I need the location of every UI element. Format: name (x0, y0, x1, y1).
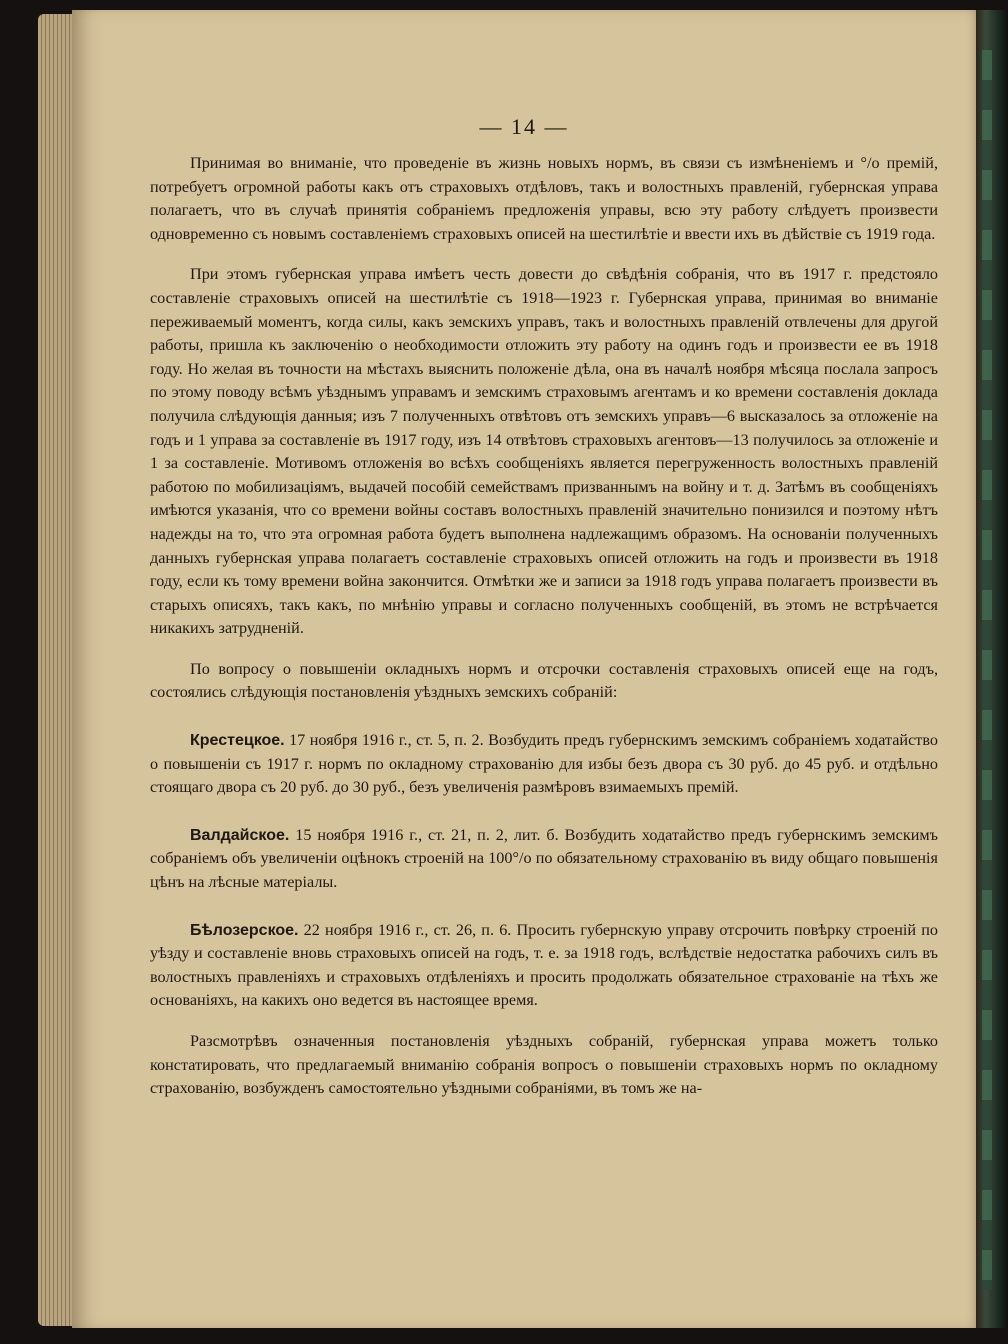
resolution-belozerskoe (150, 919, 938, 1013)
document-body (150, 152, 938, 1101)
resolution-valdaiskoe (150, 824, 938, 895)
paragraph-3: По вопросу о повышеніи окладныхъ нормъ и отсрочки составленія страховыхъ описей еще на годъ, состоялись слѣдующія постановленія уѣздныхъ земскихъ собраній: (150, 659, 938, 702)
page-number: — 14 — (479, 114, 569, 139)
resolution-name: Крестецкое. (190, 732, 285, 750)
resolution-text: 22 ноября 1916 г., ст. 26, п. 6. Просить губернскую управу отсрочить повѣрку строеній по уѣзду и составленіе вновь страховыхъ описей на годъ, т. е. за 1918 годъ, вслѣдствіе недостатка рабочихъ силъ въ волостныхъ правленіяхъ и страховыхъ отдѣленіяхъ и просить продолжать обязательное страхованіе на тѣхъ же основаніяхъ, на какихъ оно ведется въ настоящее время. (150, 920, 938, 1010)
resolution-text: 17 ноября 1916 г., ст. 5, п. 2. Возбудить предъ губернскимъ земскимъ собраніемъ ходатайство о повышеніи съ 1917 г. нормъ по окладному страхованію для избы безъ двора съ 30 руб. до 45 руб. и отдѣльно стоящаго двора съ 20 руб. до 30 руб., безъ увеличенія размѣровъ взимаемыхъ премій. (150, 731, 938, 797)
closing-paragraph: Разсмотрѣвъ означенныя постановленія уѣздныхъ собраній, губернская управа можетъ только констатировать, что предлагаемый вниманію собранія вопросъ о повышеніи страховыхъ нормъ по окладному страхованію, возбужденъ самостоятельно уѣздными собраніями, въ томъ же на- (150, 1032, 938, 1098)
book-binding-edge (976, 10, 1008, 1328)
paragraph-1: Принимая во вниманіе, что проведеніе въ жизнь новыхъ нормъ, въ связи съ измѣненіемъ и °/о премій, потребуетъ огромной работы какъ отъ страховыхъ отдѣловъ, такъ и волостныхъ правленій, губернская управа полагаетъ, что въ случаѣ принятія собраніемъ предложенія управы, всю эту работу слѣдуетъ произвести одновременно съ новымъ составленіемъ страховыхъ описей на шестилѣтіе и ввести ихъ въ дѣйствіе съ 1919 года. (150, 154, 938, 243)
resolution-krestetskoe (150, 729, 938, 800)
resolution-name: Валдайское. (190, 826, 290, 844)
resolution-text: 15 ноября 1916 г., ст. 21, п. 2, лит. б. Возбудить ходатайство предъ губернскимъ земскимъ собраніемъ объ увеличеніи оцѣнокъ строеній на 100°/о по обязательному страхованію въ виду общаго повышенія цѣнъ на лѣсные матеріалы. (150, 825, 938, 892)
resolution-name: Бѣлозерское. (190, 921, 299, 939)
paragraph-2: При этомъ губернская управа имѣетъ честь довести до свѣдѣнія собранія, что въ 1917 г. предстояло составленіе страховыхъ описей на шестилѣтіе съ 1918—1923 г. Губернская управа, принимая во вниманіе переживаемый моментъ, когда силы, какъ земскихъ управъ, такъ и волостныхъ правленій отвлечены для другой работы, пришла къ заключенію о необходимости отложить эту работу на одинъ годъ и произвести ее въ 1918 году. Но желая въ точности на мѣстахъ выяснить положеніе дѣла, она въ началѣ ноября мѣсяца послала запросъ по этому поводу всѣмъ уѣзднымъ управамъ и земскимъ страховымъ агентамъ и ко времени составленія доклада получила слѣдующія данныя; изъ 7 полученныхъ отвѣтовъ отъ земскихъ управъ—6 высказалось за отложеніе на годъ и 1 управа за составленіе въ 1917 году, изъ 14 отвѣтовъ страховыхъ агентовъ—13 получилось за отложеніе и 1 за составленіе. Мотивомъ отложенія во всѣхъ сообщеніяхъ является перегруженность волостныхъ правленій работою по мобилизаціямъ, выдачей пособій семействамъ призваннымъ на войну и т. д. Затѣмъ въ сообщеніяхъ имѣются указанія, что со времени войны составъ волостныхъ правленій значительно понизился и поэтому нѣтъ надежды на то, что эта огромная работа будетъ выполнена надлежащимъ образомъ. На основаніи полученныхъ данныхъ губернская управа полагаетъ составленіе страховыхъ описей отложить на годъ и произвести въ 1918 году, если къ тому времени война закончится. Отмѣтки же и записи за 1918 годъ управа полагаетъ произвести въ старыхъ описяхъ, такъ какъ, по мнѣнію управы и согласно полученныхъ сообщеній, въ этомъ не встрѣчается никакихъ затрудненій. (150, 265, 938, 638)
